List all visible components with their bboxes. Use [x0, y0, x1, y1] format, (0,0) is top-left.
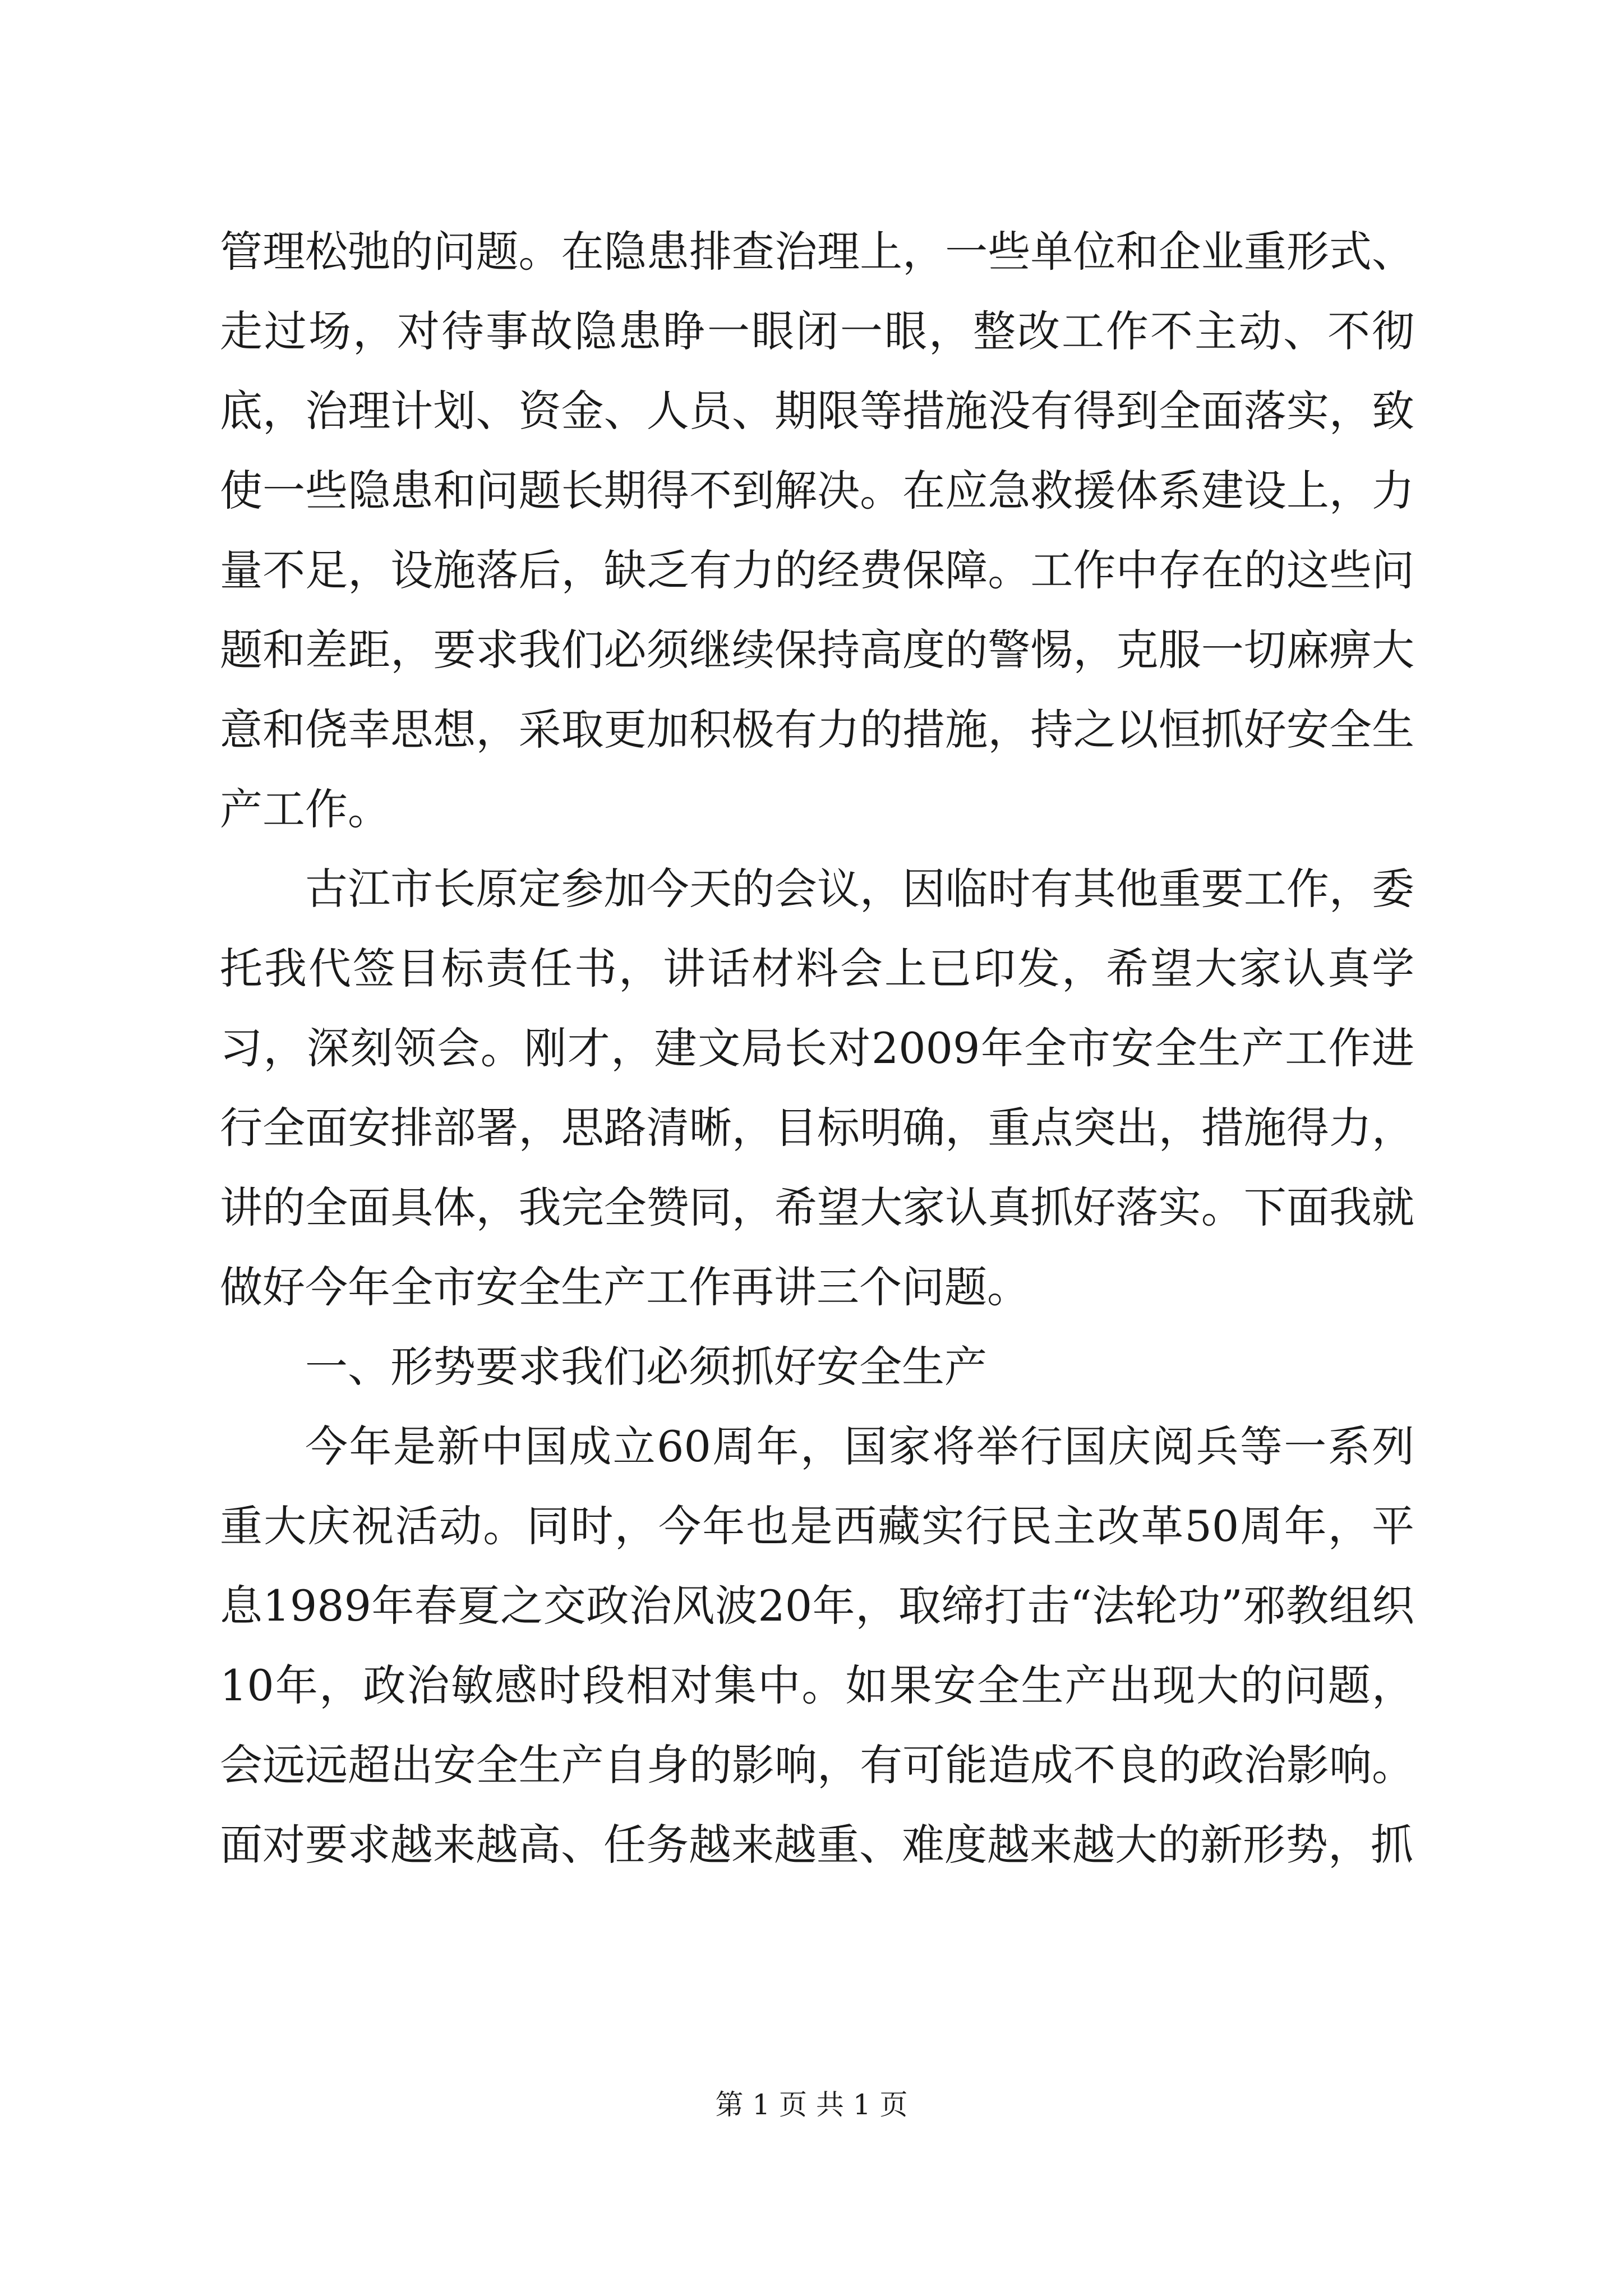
document-body — [220, 212, 1414, 1885]
page-footer: 第 1 页 共 1 页 — [715, 2088, 908, 2121]
section-heading: 一、形势要求我们必须抓好安全生产 — [305, 1342, 987, 1392]
paragraph-2: 古江市长原定参加今天的会议，因临时有其他重要工作，委托我代签目标责任书，讲话材料会上已印发，希望大家认真学习，深刻领会。刚才，建文局长对2009年全市安全生产工作进行全面安排部署，思路清晰，目标明确，重点突出，措施得力，讲的全面具体，我完全赞同，希望大家认真抓好落实。下面我就做好今年全市安全生产工作再讲三个问题。 — [220, 864, 1414, 1312]
paragraph-1: 管理松弛的问题。在隐患排查治理上，一些单位和企业重形式、走过场，对待事故隐患睁一眼闭一眼，整改工作不主动、不彻底，治理计划、资金、人员、期限等措施没有得到全面落实，致使一些隐患和问题长期得不到解决。在应急救援体系建设上，力量不足，设施落后，缺乏有力的经费保障。工作中存在的这些问题和差距，要求我们必须继续保持高度的警惕，克服一切麻痹大意和侥幸思想，采取更加积极有力的措施，持之以恒抓好安全生产工作。 — [220, 227, 1414, 834]
paragraph-3: 今年是新中国成立60周年，国家将举行国庆阅兵等一系列重大庆祝活动。同时，今年也是西藏实行民主改革50周年，平息1989年春夏之交政治风波20年，取缔打击“法轮功”邪教组织10年，政治敏感时段相对集中。如果安全生产出现大的问题，会远远超出安全生产自身的影响，有可能造成不良的政治影响。面对要求越来越高、任务越来越重、难度越来越大的新形势，抓 — [220, 1421, 1414, 1870]
